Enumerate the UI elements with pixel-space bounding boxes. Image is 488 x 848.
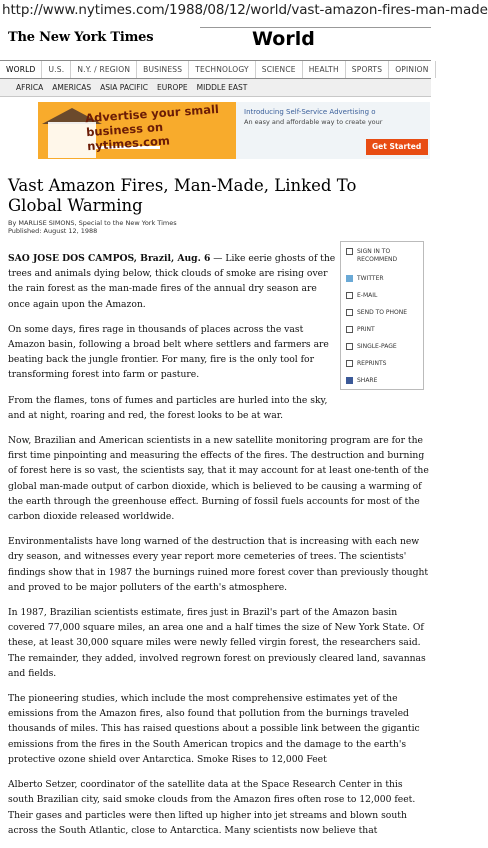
subnav-item-africa[interactable]: AFRICA [16,83,44,92]
tool-label: REPRINTS [357,360,387,367]
subnav-item-middle-east[interactable]: MIDDLE EAST [196,83,248,92]
address-bar[interactable] [0,0,488,22]
get-started-button[interactable]: Get Started » [366,139,428,155]
subnav-item-asia-pacific[interactable]: ASIA PACIFIC [100,83,149,92]
section-title[interactable]: World [200,27,431,57]
banner-tagline: An easy and affordable way to create your [244,118,383,126]
byline: By MARLISE SIMONS, Special to the New York Times [8,219,177,227]
nav-item-ny-region[interactable]: N.Y. / REGION [71,61,137,78]
banner-intro: Introducing Self-Service Advertising o [244,108,376,116]
article-paragraph [8,251,338,312]
article-paragraph: Environmentalists have long warned of the destruction that is increasing with each new dry season, and witnesses every year report more cemeteries of trees. The scientists' findings show that in 1987 the burnings ruined more forest cover than previously thought and proved to be major polluters of the earth's atmosphere. [8,536,429,593]
nav-item-health[interactable]: HEALTH [303,61,346,78]
section-nav [0,60,431,79]
article-paragraph: The pioneering studies, which include the most comprehensive estimates yet of the emissions from the Amazon fires, also found that pollution from the burnings traveled thousands of miles. This has raised questions about a possible link between the gigantic emissions from the fires in the South American tropics and the damage to the earth's protective ozone shield over Antarctica. Smoke Rises to 12,000 Feet [8,693,420,765]
nav-item-business[interactable]: BUSINESS [137,61,189,78]
tool-label: SEND TO PHONE [357,309,408,316]
banner-copy [236,102,430,167]
url-text: http://www.nytimes.com/1988/08/12/world/vast-amazon-fires-man-made [2,2,488,18]
dateline: SAO JOSE DOS CAMPOS, Brazil, Aug. 6 [8,253,211,264]
tool-label: SINGLE-PAGE [357,343,397,350]
subnav-item-europe[interactable]: EUROPE [157,83,188,92]
article-paragraph: Now, Brazilian and American scientists in a new satellite monitoring program are for the first time pinpointing and measuring the effects of the fires. The destruction and burning of forest here is so vast, the scientists say, that it may account for at least one-tenth of the global man-made output of carbon dioxide, which is believed to be causing a warming of the earth through the greenhouse effect. Burning of fossil fuels accounts for most of the carbon dioxide released worldwide. [8,435,429,523]
advertisement-banner[interactable] [38,101,430,167]
published-date: Published: August 12, 1988 [8,227,98,235]
nav-item-world[interactable]: WORLD [0,61,42,78]
subnav-item-americas[interactable]: AMERICAS [52,83,92,92]
nav-item-science[interactable]: SCIENCE [256,61,303,78]
tool-label: E-MAIL [357,292,378,299]
banner-headline: Advertise your small business on nytimes.com [84,101,220,154]
article-paragraph: In 1987, Brazilian scientists estimate, fires just in Brazil's part of the Amazon basin covered 77,000 square miles, an area one and a half times the size of New York State. Of these, at least 30,000 square miles were newly felled virgin forest, the researchers said. The remainder, they added, involved regrown forest on previously cleared land, savannas and fields. [8,607,426,679]
tool-label: PRINT [357,326,375,333]
article-paragraph: From the flames, tons of fumes and particles are hurled into the sky, and at night, roaring and red, the forest looks to be at war. [8,394,328,421]
article-body [8,251,430,848]
nav-item-technology[interactable]: TECHNOLOGY [189,61,256,78]
nav-item-us[interactable]: U.S. [42,61,71,78]
tool-label: SHARE [357,377,378,384]
tool-label: SIGN IN TO RECOMMEND [357,248,398,263]
nav-item-sports[interactable]: SPORTS [346,61,389,78]
tool-label: TWITTER [357,275,384,282]
region-subnav [0,79,431,97]
nav-item-opinion[interactable]: OPINION [389,61,435,78]
banner-illustration [38,102,236,159]
article-paragraph: Alberto Setzer, coordinator of the satellite data at the Space Research Center in this south Brazilian city, said smoke clouds from the Amazon fires often rose to 12,000 feet. Their gases and particles were then lifted up higher into jet streams and blown south across the South Atlantic, close to Antarctica. Many scientists now believe that [8,779,416,836]
article-paragraph: On some days, fires rage in thousands of places across the vast Amazon basin, following a broad belt where settlers and farmers are beating back the jungle frontier. For many, fire is the only tool for transforming forest into farm or pasture. [8,323,329,381]
article-headline: Vast Amazon Fires, Man-Made, Linked To Global Warming [8,176,357,215]
lede-text: — Like eerie ghosts of the trees and animals dying below, thick clouds of smoke are rising over the rain forest as the man-made fires of the annual dry season are once again upon the Amazon. [8,253,336,310]
masthead [0,22,431,60]
nyt-logo[interactable]: The New York Times [8,30,154,45]
